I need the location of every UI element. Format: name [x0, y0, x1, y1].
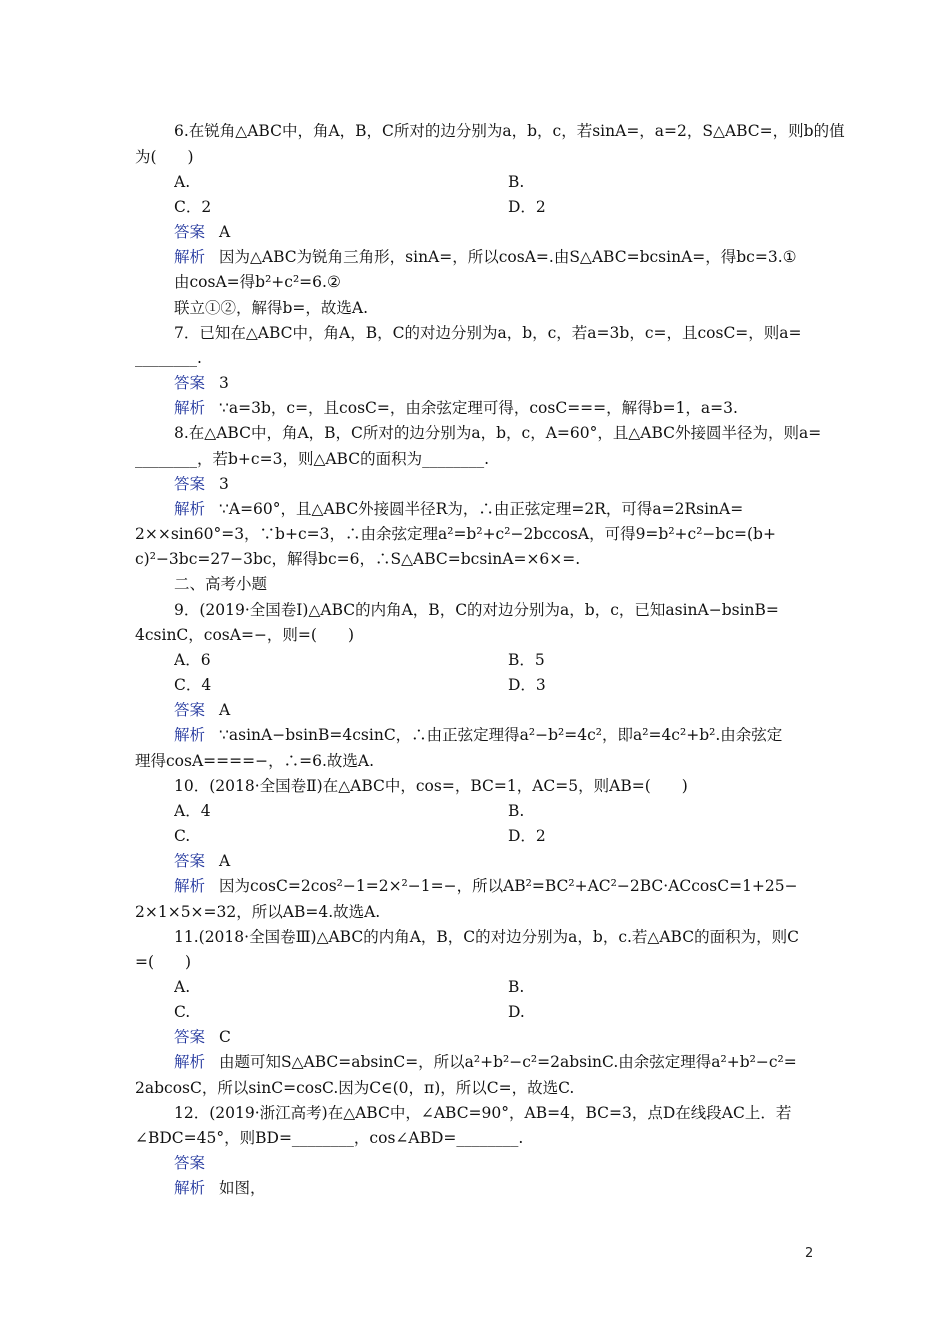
- q10-options-cd: C. D．2: [174, 827, 546, 845]
- answer-label: 答案: [174, 1028, 206, 1046]
- q9-stem: 9．(2019·全国卷Ⅰ)△ABC的内角A，B，C的对边分别为a，b，c，已知asinA−bsinB=: [174, 601, 779, 619]
- q7-stem: 7．已知在△ABC中，角A，B，C的对边分别为a，b，c，若a=3b，c=，且cosC=，则a=: [174, 324, 802, 342]
- q6-stem-cont: 为( ): [135, 148, 194, 166]
- q7-stem-cont: ________.: [135, 349, 202, 367]
- q10-options-ab: A．4 B.: [174, 802, 525, 820]
- q8-stem-cont: ________，若b+c=3，则△ABC的面积为________.: [135, 450, 490, 468]
- q12-analysis: 解析 如图，: [174, 1179, 266, 1197]
- q9-stem-cont: 4csinC，cosA=−，则=( ): [135, 626, 355, 644]
- q12-answer: [174, 1151, 854, 1176]
- q9-options-ab: A．6 B．5: [174, 651, 545, 669]
- q11-analysis-cont: 2abcosC，所以sinC=cosC.因为C∈(0，π)，所以C=，故选C.: [135, 1079, 575, 1097]
- q10-answer: 答案 A: [174, 852, 231, 870]
- q11-options-ab: A. B.: [174, 978, 525, 996]
- q9-options-cd: C．4 D．3: [174, 676, 546, 694]
- q6-options-ab: A. B.: [174, 173, 525, 191]
- analysis-label: 解析: [174, 399, 206, 417]
- q10-stem: 10．(2018·全国卷Ⅱ)在△ABC中，cos=，BC=1，AC=5，则AB=( ): [174, 777, 688, 795]
- answer-label: 答案: [174, 374, 206, 392]
- q11-answer: 答案 C: [174, 1028, 231, 1046]
- answer-label: 答案: [174, 223, 206, 241]
- q8-analysis-cont: 2××sin60°=3，∵b+c=3，∴由余弦定理a²=b²+c²−2bccosA，可得9=b²+c²−bc=(b+: [135, 525, 776, 543]
- q6-analysis-cont: 联立①②，解得b=，故选A.: [174, 299, 369, 317]
- analysis-label: 解析: [174, 1053, 206, 1071]
- q9-answer: 答案 A: [174, 701, 231, 719]
- q10-analysis-cont: 2×1×5×=32，所以AB=4.故选A.: [135, 903, 381, 921]
- q11-analysis: 解析 由题可知S△ABC=absinC=，所以a²+b²−c²=2absinC.由余弦定理得a²+b²−c²=: [174, 1053, 797, 1071]
- q11-stem-cont: =( ): [135, 953, 192, 971]
- analysis-label: 解析: [174, 1179, 206, 1197]
- q6-stem: 6.在锐角△ABC中，角A，B，C所对的边分别为a，b，c，若sinA=，a=2，S△ABC=，则b的值: [174, 122, 845, 140]
- q8-stem: 8.在△ABC中，角A，B，C所对的边分别为a，b，c，A=60°，且△ABC外接圆半径为，则a=: [174, 424, 822, 442]
- q11-options-cd: C. D.: [174, 1003, 525, 1021]
- q6-analysis: 解析 因为△ABC为锐角三角形，sinA=，所以cosA=.由S△ABC=bcsinA=，得bc=3.①: [174, 248, 797, 266]
- q6-options-cd: C．2 D．2: [174, 198, 546, 216]
- q6-analysis-cont: 由cosA=得b²+c²=6.②: [174, 273, 341, 291]
- q12-stem-cont: ∠BDC=45°，则BD=________，cos∠ABD=________.: [135, 1129, 524, 1147]
- q9-analysis-cont: 理得cosA====−，∴=6.故选A.: [135, 752, 374, 770]
- q10-analysis: 解析 因为cosC=2cos²−1=2×²−1=−，所以AB²=BC²+AC²−2BC·ACcosC=1+25−: [174, 877, 798, 895]
- q8-analysis-cont: c)²−3bc=27−3bc，解得bc=6，∴S△ABC=bcsinA=×6×=.: [135, 550, 581, 568]
- q9-analysis: 解析 ∵asinA−bsinB=4csinC，∴由正弦定理得a²−b²=4c²，即a²=4c²+b².由余弦定: [174, 726, 783, 744]
- q8-analysis: 解析 ∵A=60°，且△ABC外接圆半径R为，∴由正弦定理=2R，可得a=2RsinA=: [174, 500, 744, 518]
- analysis-label: 解析: [174, 726, 206, 744]
- answer-label: 答案: [174, 701, 206, 719]
- q12-stem: 12．(2019·浙江高考)在△ABC中，∠ABC=90°，AB=4，BC=3，点D在线段AC上．若: [174, 1104, 792, 1122]
- answer-label: 答案: [174, 852, 206, 870]
- analysis-label: 解析: [174, 500, 206, 518]
- q6-answer: 答案 A: [174, 223, 231, 241]
- q8-answer: 答案 3: [174, 475, 229, 493]
- analysis-label: 解析: [174, 248, 206, 266]
- q7-answer: 答案 3: [174, 374, 229, 392]
- analysis-label: 解析: [174, 877, 206, 895]
- section-heading: 二、高考小题: [174, 575, 268, 593]
- answer-label: 答案: [174, 475, 206, 493]
- page-number: 2: [805, 1246, 814, 1261]
- q7-analysis: 解析 ∵a=3b，c=，且cosC=，由余弦定理可得，cosC===，解得b=1，a=3.: [174, 399, 738, 417]
- q11-stem: 11.(2018·全国卷Ⅲ)△ABC的内角A，B，C的对边分别为a，b，c.若△ABC的面积为，则C: [174, 928, 799, 946]
- answer-label: 答案: [174, 1154, 206, 1172]
